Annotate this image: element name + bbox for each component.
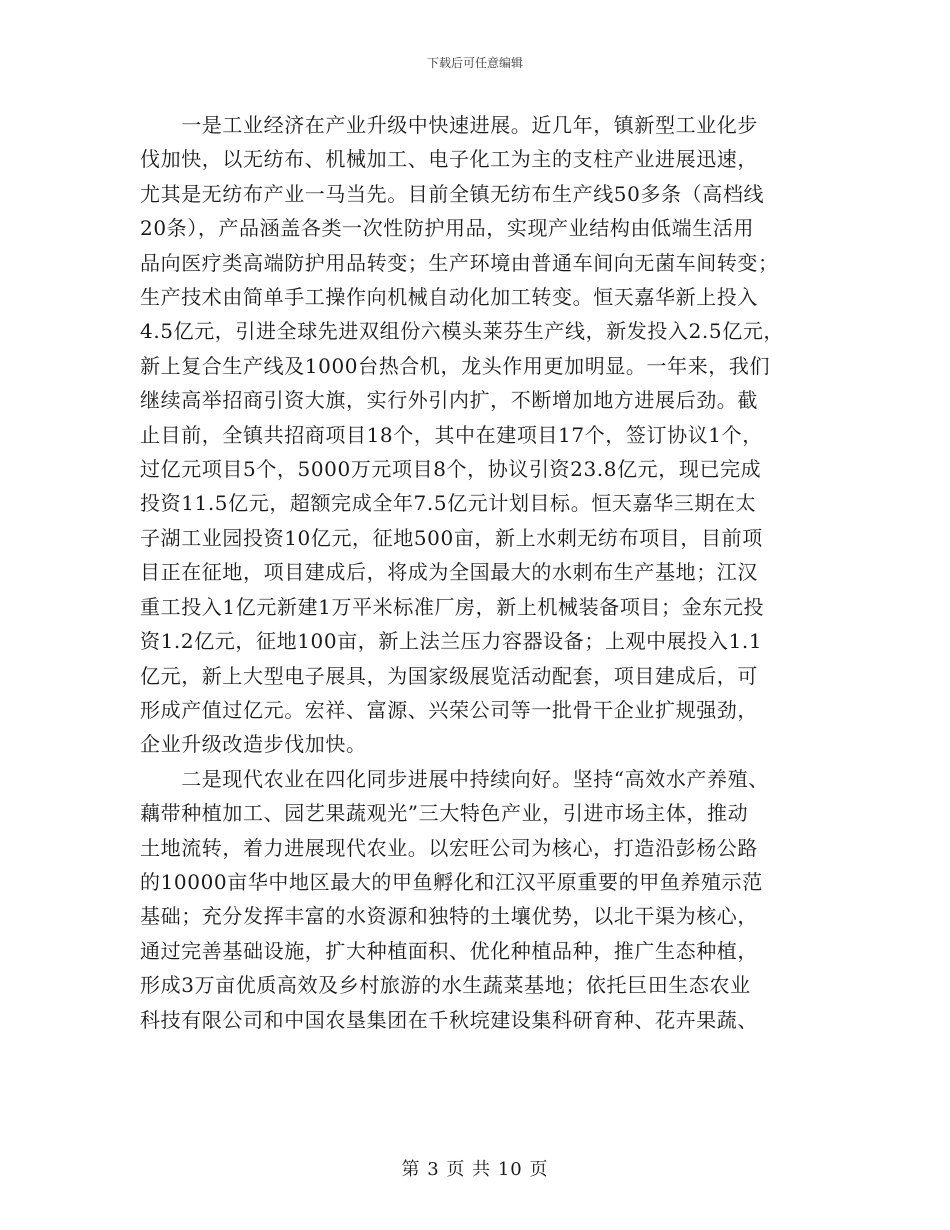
text-line: 品向医疗类高端防护用品转变；生产环境由普通车间向无菌车间转变；	[140, 250, 779, 275]
text-line: 资1.2亿元，征地100亩，新上法兰压力容器设备；上观中展投入1.1	[140, 629, 763, 654]
text-line: 形成3万亩优质高效及乡村旅游的水生蔬菜基地；依托巨田生态农业	[140, 973, 751, 998]
text-line: 一是工业经济在产业升级中快速进展。近几年，镇新型工业化步	[140, 113, 758, 137]
document-body	[140, 108, 820, 1037]
text-line: 通过完善基础设施，扩大种植面积、优化种植品种，推广生态种植，	[140, 938, 758, 963]
text-line: 企业升级改造步伐加快。	[140, 732, 367, 757]
text-line: 20条），产品涵盖各类一次性防护用品，实现产业结构由低端生活用	[140, 216, 755, 241]
text-line: 投资11.5亿元，超额完成全年7.5亿元计划目标。恒天嘉华三期在太	[140, 491, 757, 516]
text-line: 子湖工业园投资10亿元，征地500亩，新上水刺无纺布项目，目前项	[140, 525, 763, 550]
text-line: 止目前，全镇共招商项目18个，其中在建项目17个，签订协议1个，	[140, 422, 763, 447]
text-line: 生产技术由简单手工操作向机械自动化加工转变。恒天嘉华新上投入	[140, 285, 758, 310]
text-line: 新上复合生产线及1000台热合机，龙头作用更加明显。一年来，我们	[140, 353, 771, 378]
text-line: 土地流转，着力进展现代农业。以宏旺公司为核心，打造沿彭杨公路	[140, 835, 758, 860]
text-line: 继续高举招商引资大旗，实行外引内扩，不断增加地方进展后劲。截	[140, 388, 758, 413]
text-line: 形成产值过亿元。宏祥、富源、兴荣公司等一批骨干企业扩规强劲，	[140, 697, 758, 722]
paragraph-agriculture	[140, 762, 820, 1037]
page-number: 第 3 页 共 10 页	[401, 1159, 549, 1180]
text-line: 过亿元项目5个，5000万元项目8个，协议引资23.8亿元，现已完成	[140, 457, 762, 482]
text-line: 二是现代农业在四化同步进展中持续向好。坚持“高效水产养殖、	[140, 766, 769, 791]
page-header-note: 下载后可任意编辑	[426, 56, 523, 70]
text-line: 重工投入1亿元新建1万平米标准厂房，新上机械装备项目；金东元投	[140, 594, 765, 619]
text-line: 的10000亩华中地区最大的甲鱼孵化和江汉平原重要的甲鱼养殖示范	[140, 869, 763, 894]
paragraph-industry	[140, 108, 820, 762]
text-line: 伐加快，以无纺布、机械加工、电子化工为主的支柱产业进展迅速，	[140, 147, 758, 172]
text-line: 科技有限公司和中国农垦集团在千秋垸建设集科研育种、花卉果蔬、	[140, 1007, 758, 1032]
text-line: 藕带种植加工、园艺果蔬观光”三大特色产业，引进市场主体，推动	[140, 801, 749, 826]
text-line: 亿元，新上大型电子展具，为国家级展览活动配套，项目建成后，可	[140, 663, 758, 688]
text-line: 基础；充分发挥丰富的水资源和独特的土壤优势，以北干渠为核心，	[140, 904, 758, 929]
text-line: 4.5亿元，引进全球先进双组份六模头莱芬生产线，新发投入2.5亿元，	[140, 319, 785, 344]
text-line: 目正在征地，项目建成后，将成为全国最大的水刺布生产基地；江汉	[140, 560, 758, 585]
text-line: 尤其是无纺布产业一马当先。目前全镇无纺布生产线50多条（高档线	[140, 181, 765, 206]
